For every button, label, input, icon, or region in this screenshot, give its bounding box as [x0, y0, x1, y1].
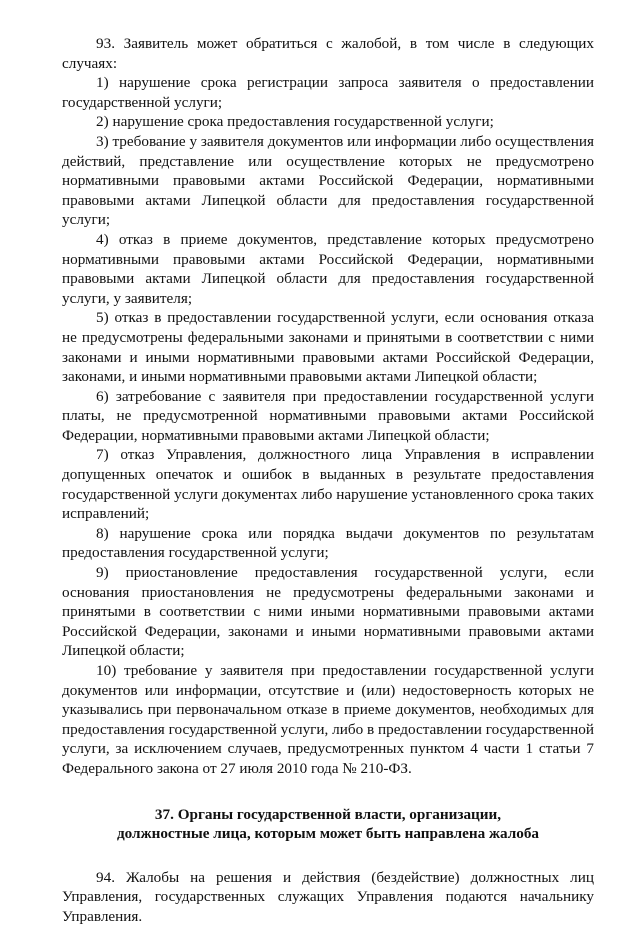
list-item-6: 6) затребование с заявителя при предоставлении государственной услуги платы, не предусмотренной нормативными правовыми актами Российской Федерации, нормативными правовыми актами Липецкой области; — [62, 387, 594, 444]
list-item-1: 1) нарушение срока регистрации запроса заявителя о предоставлении государственной услуги; — [62, 74, 594, 111]
list-item-9: 9) приостановление предоставления государственной услуги, если основания приостановления не предусмотрены федеральными законами и принятыми в соответствии с ними иными нормативными правовыми актами Российской Федерации, законами и иными нормативными правовыми актами Липецкой области; — [62, 564, 594, 660]
section-heading — [62, 805, 594, 844]
paragraph-93: 93. Заявитель может обратиться с жалобой, в том числе в следующих случаях: — [62, 35, 594, 72]
paragraph-94: 94. Жалобы на решения и действия (бездействие) должностных лиц Управления, государственных служащих Управления подаются начальнику Управления. — [62, 868, 594, 925]
list-item-4: 4) отказ в приеме документов, представление которых предусмотрено нормативными правовыми актами Российской Федерации, нормативными правовыми актами Липецкой области для предоставления государственной услуги, у заявителя; — [62, 230, 594, 307]
list-item-8: 8) нарушение срока или порядка выдачи документов по результатам предоставления государственной услуги; — [62, 524, 594, 562]
list-item-10: 10) требование у заявителя при предоставлении государственной услуги документов или информации, отсутствие и (или) недостоверность которых не указывались при первоначальном отказе в приеме документов, необходимых для предоставления государственной услуги, либо в предоставлении государственной услуги, за исключением случаев, предусмотренных пунктом 4 части 1 статьи 7 Федерального закона от 27 июля 2010 года № 210-ФЗ. — [62, 662, 594, 777]
section-heading-line-1: 37. Органы государственной власти, организации, — [154, 805, 502, 823]
list-item-7: 7) отказ Управления, должностного лица Управления в исправлении допущенных опечаток и ошибок в выданных в результате предоставления государственной услуги документах либо нарушение установленного срока таких исправлений; — [62, 446, 594, 523]
document-body — [62, 34, 594, 927]
section-heading-line-2: должностные лица, которым может быть направлена жалоба — [116, 825, 540, 843]
list-item-5: 5) отказ в предоставлении государственной услуги, если основания отказа не предусмотрены федеральными законами и принятыми в соответствии с ними законами и иными нормативными правовыми актами Российской Федерации, законами, и иными нормативными правовыми актами Липецкой области; — [62, 309, 594, 386]
list-item-3: 3) требование у заявителя документов или информации либо осуществления действий, представление или осуществление которых не предусмотрено нормативными правовыми актами Российской Федерации, нормативными правовыми актами Липецкой области для предоставления государственной услуги; — [62, 132, 594, 229]
list-item-2: 2) нарушение срока предоставления государственной услуги; — [96, 113, 494, 131]
